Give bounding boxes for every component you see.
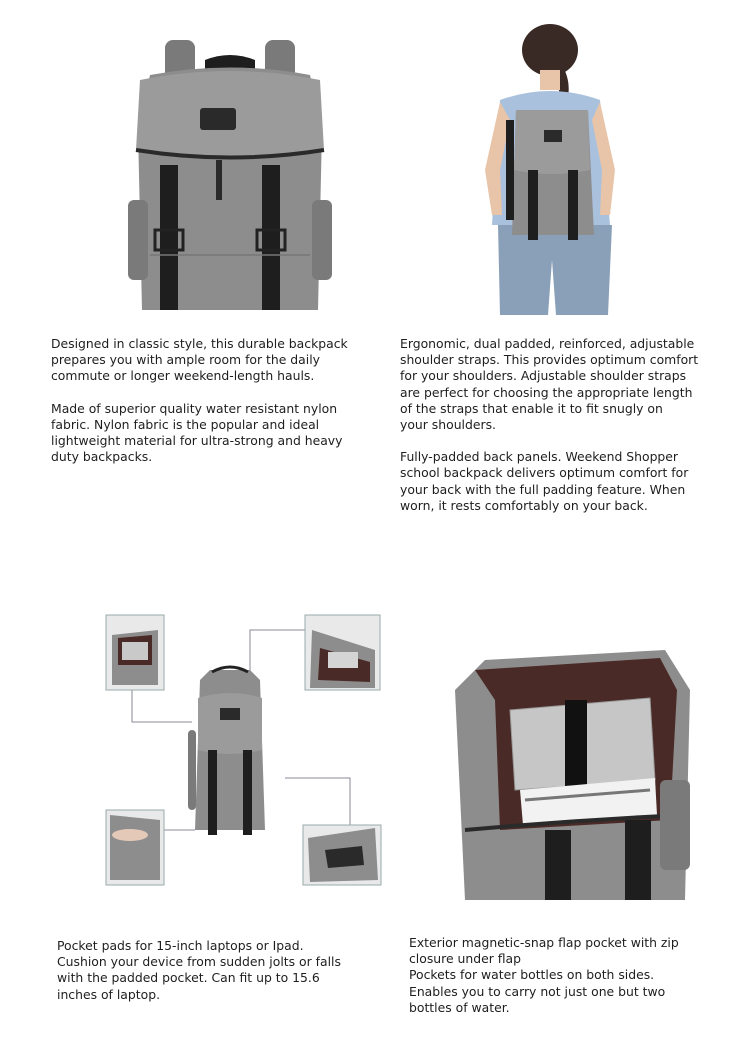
paragraph: Designed in classic style, this durable backpack prepares you with ample room for the daily commute or longer weekend-length hauls. [51, 336, 348, 384]
backpack-front-image [110, 20, 350, 320]
text-block-2 [400, 336, 730, 514]
woman-backpack-image [470, 20, 640, 315]
text-block-4 [409, 935, 729, 1016]
open-backpack-laptop-icon [445, 630, 695, 900]
paragraph: Pocket pads for 15-inch laptops or Ipad. Cushion your device from sudden jolts or falls with the padded pocket. Can fit up to 15.6 inches of laptop. [57, 938, 341, 1002]
backpack-pocket-diagram-icon [100, 610, 390, 890]
paragraph: Exterior magnetic-snap flap pocket with zip closure under flap Pockets for water bottles on both sides. Enables you to carry not just one but two bottles of water. [409, 935, 679, 1015]
text-block-3 [57, 938, 377, 1003]
woman-wearing-backpack-icon [470, 20, 640, 315]
paragraph: Made of superior quality water resistant nylon fabric. Nylon fabric is the popular and ideal lightweight material for ultra-strong and heavy duty backpacks. [51, 400, 343, 465]
pocket-diagram-image [100, 610, 390, 890]
open-backpack-image [445, 630, 695, 900]
gray-backpack-front-icon [110, 20, 350, 320]
text-block-1 [51, 336, 371, 465]
paragraph: Ergonomic, dual padded, reinforced, adjustable shoulder straps. This provides optimum comfort for your shoulders. Adjustable shoulder straps are perfect for choosing the appropriate length of the straps that enable it to fit snugly on your shoulders. [400, 336, 699, 433]
paragraph: Fully-padded back panels. Weekend Shopper school backpack delivers optimum comfort for your back with the full padding feature. When worn, it rests comfortably on your back. [400, 449, 689, 513]
